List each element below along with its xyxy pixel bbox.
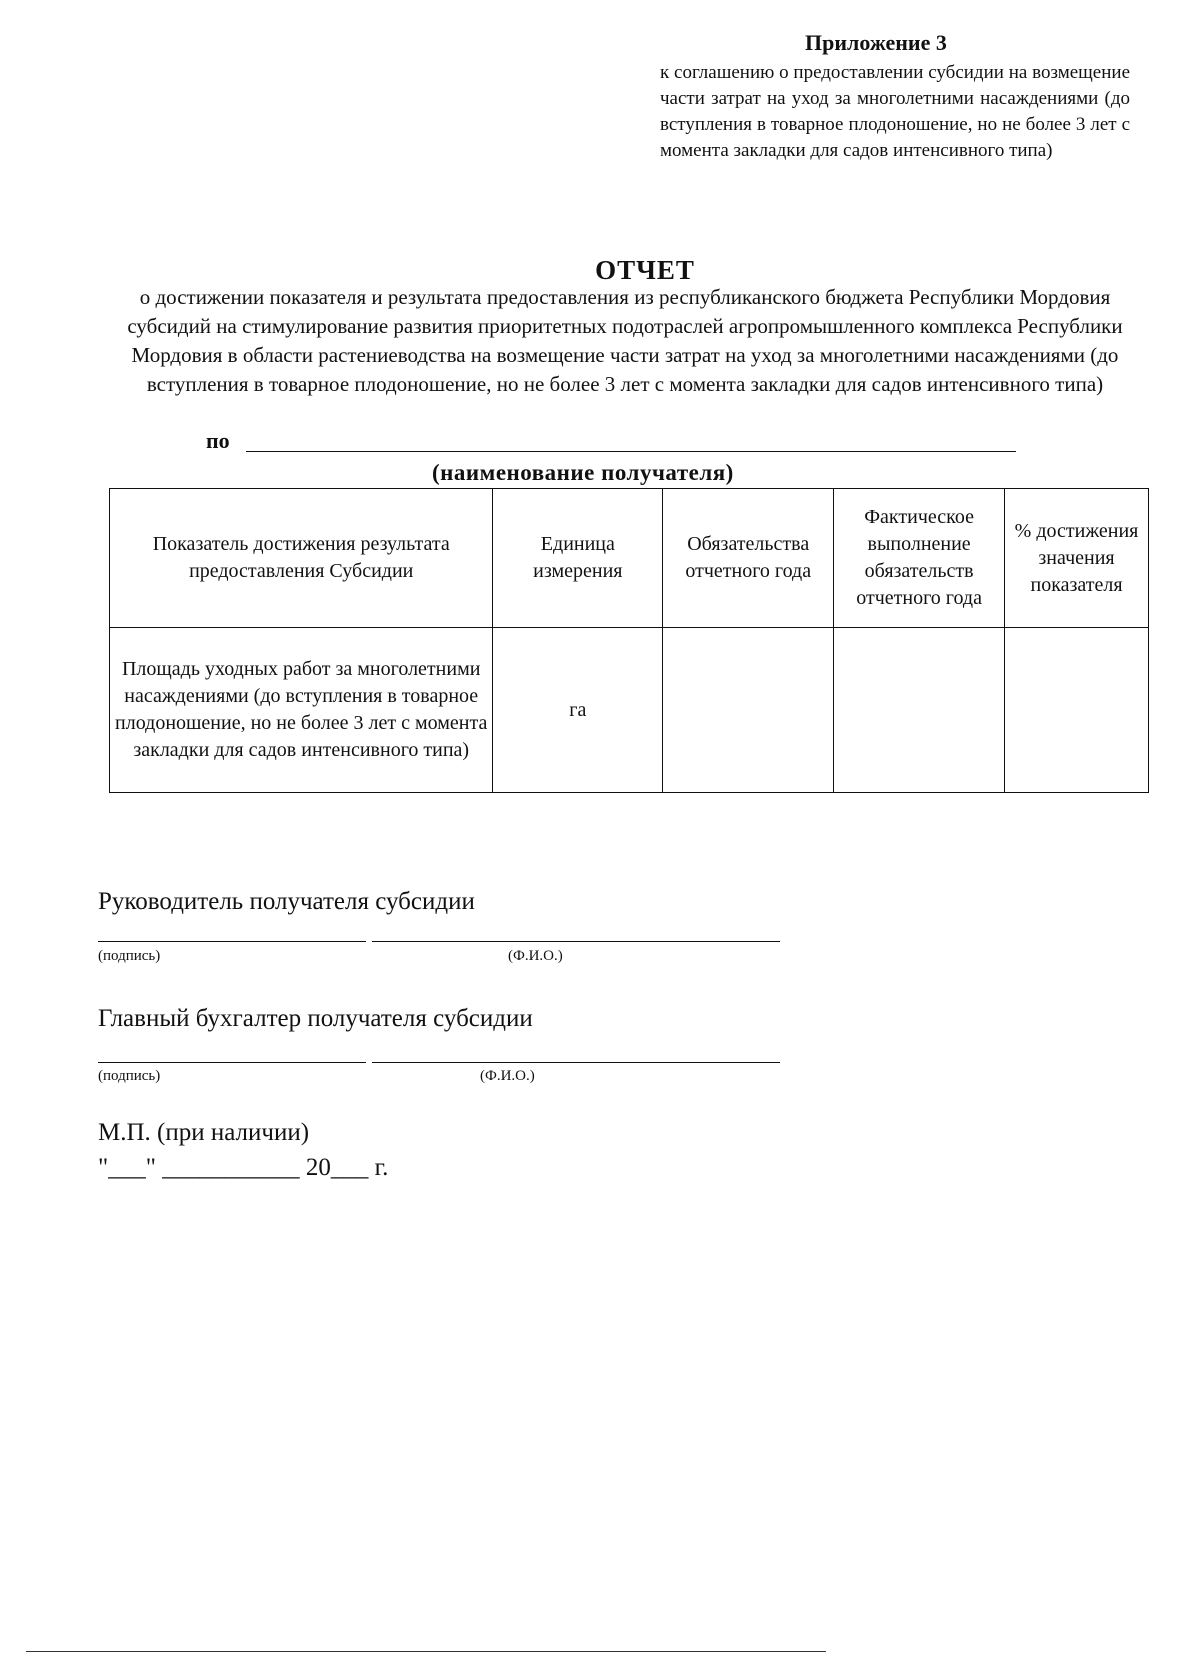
table-header-row	[110, 489, 1149, 628]
header-indicator: Показатель достижения результата предоставления Субсидии	[110, 489, 493, 628]
recipient-caption: (наименование получателя)	[432, 460, 734, 485]
accountant-signature-caption: (подпись)	[98, 1068, 161, 1084]
head-signature-caption: (подпись)	[98, 948, 161, 964]
recipient-name-line	[246, 451, 1016, 452]
appendix-text: к соглашению о предоставлении субсидии на возмещение части затрат на уход за многолетними насаждениями (до вступления в товарное плодоношение, но не более 3 лет с момента закладки для садов интенсивного типа)	[660, 62, 1130, 161]
accountant-signature-line	[98, 1062, 366, 1063]
head-signature-line	[98, 941, 366, 942]
recipient-prefix: по	[206, 428, 230, 453]
head-name-caption: (Ф.И.О.)	[508, 948, 563, 964]
accountant-name-caption: (Ф.И.О.)	[480, 1068, 535, 1084]
accountant-role-label: Главный бухгалтер получателя субсидии	[98, 1005, 533, 1032]
header-obligations: Обязательства отчетного года	[663, 489, 834, 628]
cell-indicator: Площадь уходных работ за многолетними насаждениями (до вступления в товарное плодоношение, но не более 3 лет с момента закладки для садов интенсивного типа)	[110, 628, 493, 793]
head-name-line	[372, 941, 780, 942]
table-row	[110, 628, 1149, 793]
header-percent: % достижения значения показателя	[1005, 489, 1149, 628]
report-table	[109, 488, 1149, 793]
accountant-name-line	[372, 1062, 780, 1063]
header-actual: Фактическое выполнение обязательств отчетного года	[834, 489, 1005, 628]
report-title: ОТЧЕТ	[595, 255, 695, 285]
header-unit: Единица измерения	[493, 489, 663, 628]
cell-percent	[1005, 628, 1149, 793]
cell-actual	[834, 628, 1005, 793]
report-subtitle: о достижении показателя и результата предоставления из республиканского бюджета Республики Мордовия субсидий на стимулирование развития приоритетных подотраслей агропромышленного комплекса Республики Мордовия в области растениеводства на возмещение части затрат на уход за многолетними насаждениями (до вступления в товарное плодоношение, но не более 3 лет с момента закладки для садов интенсивного типа)	[127, 285, 1123, 396]
date-line: "___" ___________ 20___ г.	[98, 1154, 389, 1181]
cell-obligations	[663, 628, 834, 793]
footer-divider	[26, 1651, 826, 1652]
appendix-title: Приложение 3	[805, 30, 947, 55]
cell-unit: га	[493, 628, 663, 793]
head-role-label: Руководитель получателя субсидии	[98, 888, 475, 915]
stamp-label: М.П. (при наличии)	[98, 1119, 310, 1146]
